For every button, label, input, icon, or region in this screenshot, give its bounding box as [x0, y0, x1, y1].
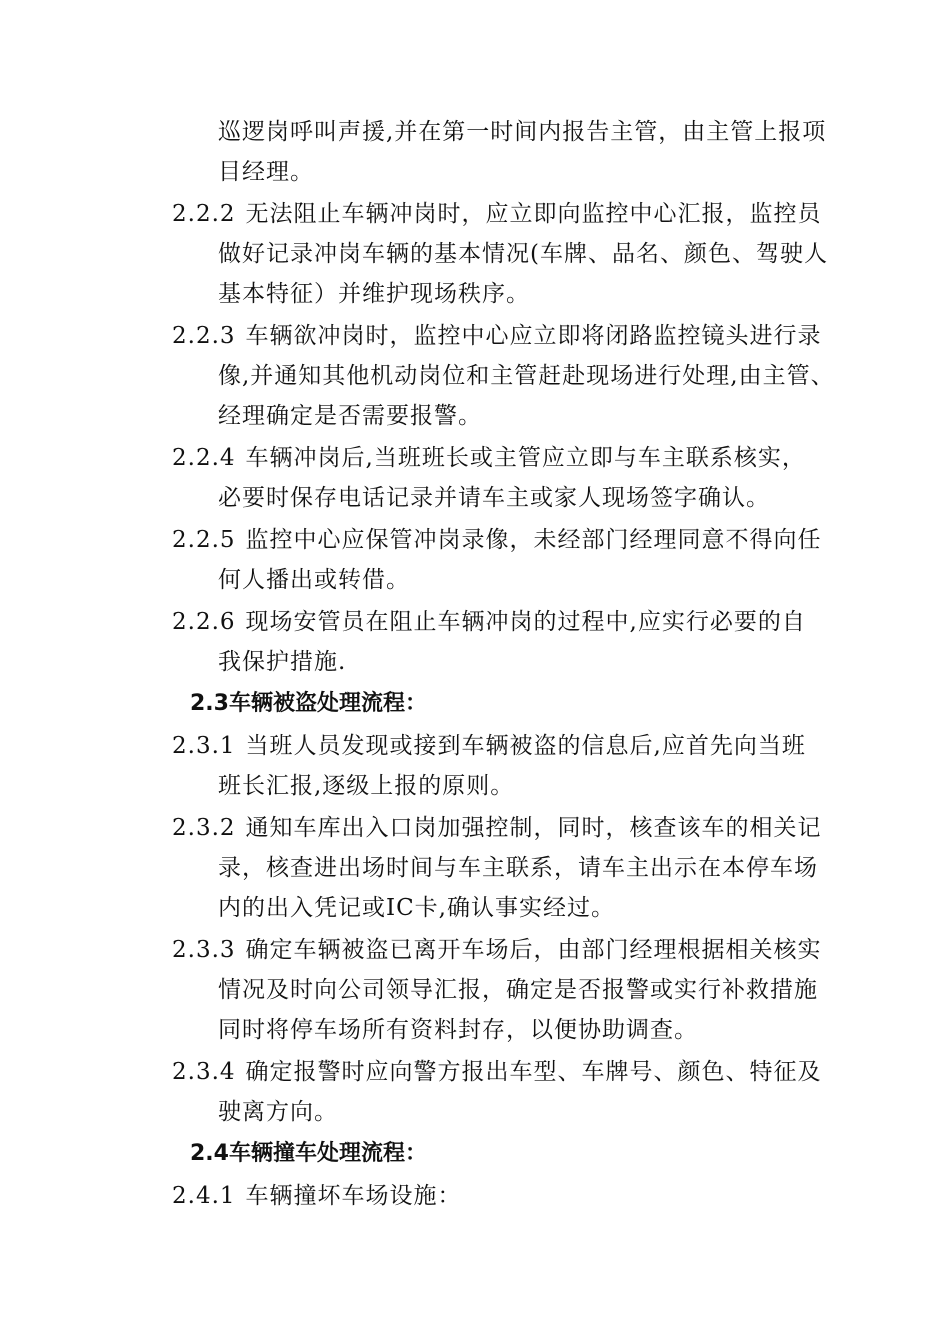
section-heading-2-4: 2.4车辆撞车处理流程： [190, 1141, 427, 1166]
paragraph-line: 经理确定是否需要报警。 [218, 403, 482, 429]
paragraph-line: 基本特征）并维护现场秩序。 [218, 281, 530, 307]
item-text: 现场安管员在阻止车辆冲岗的过程中,应实行必要的自 [245, 609, 806, 635]
item-number: 2.3.2 [172, 815, 236, 841]
item-number: 2.3.3 [172, 937, 236, 963]
paragraph-line: 必要时保存电话记录并请车主或家人现场签字确认。 [218, 485, 770, 511]
list-item-2-2-6 [172, 607, 806, 637]
list-item-2-3-3 [172, 935, 822, 965]
paragraph-line: 做好记录冲岗车辆的基本情况(车牌、品名、颜色、驾驶人 [218, 241, 828, 267]
item-text: 当班人员发现或接到车辆被盗的信息后,应首先向当班 [245, 733, 806, 759]
item-number: 2.2.4 [172, 445, 236, 471]
item-text: 车辆欲冲岗时，监控中心应立即将闭路监控镜头进行录 [245, 323, 822, 349]
list-item-2-3-4 [172, 1057, 822, 1087]
paragraph-line: 班长汇报,逐级上报的原则。 [218, 773, 515, 799]
item-text: 确定车辆被盗已离开车场后，由部门经理根据相关核实 [245, 937, 822, 963]
item-number: 2.2.2 [172, 201, 236, 227]
item-text: 确定报警时应向警方报出车型、车牌号、颜色、特征及 [245, 1059, 822, 1085]
item-text: 车辆撞坏车场设施： [245, 1183, 462, 1209]
item-text: 通知车库出入口岗加强控制，同时，核查该车的相关记 [245, 815, 822, 841]
list-item-2-3-2 [172, 813, 822, 843]
section-heading-2-3: 2.3车辆被盗处理流程： [190, 691, 427, 716]
item-number: 2.4.1 [172, 1183, 236, 1209]
item-number: 2.3.4 [172, 1059, 236, 1085]
list-item-2-2-4 [172, 443, 806, 473]
item-text: 无法阻止车辆冲岗时，应立即向监控中心汇报，监控员 [245, 201, 822, 227]
paragraph-line: 目经理。 [218, 159, 314, 185]
item-number: 2.2.3 [172, 323, 236, 349]
paragraph-line: 巡逻岗呼叫声援,并在第一时间内报告主管，由主管上报项 [218, 119, 827, 145]
paragraph-line: 像,并通知其他机动岗位和主管赶赴现场进行处理,由主管、 [218, 363, 835, 389]
paragraph-line: 内的出入凭记或IC卡,确认事实经过。 [218, 895, 615, 921]
paragraph-line: 何人播出或转借。 [218, 567, 410, 593]
item-text: 车辆冲岗后,当班班长或主管应立即与车主联系核实， [245, 445, 806, 471]
item-number: 2.3.1 [172, 733, 236, 759]
list-item-2-2-2 [172, 199, 822, 229]
paragraph-line: 我保护措施. [218, 649, 347, 675]
list-item-2-2-3 [172, 321, 822, 351]
item-number: 2.2.5 [172, 527, 236, 553]
list-item-2-2-5 [172, 525, 822, 555]
list-item-2-3-1 [172, 731, 806, 761]
item-number: 2.2.6 [172, 609, 236, 635]
item-text: 监控中心应保管冲岗录像，未经部门经理同意不得向任 [245, 527, 822, 553]
paragraph-line: 驶离方向。 [218, 1099, 338, 1125]
paragraph-line: 录，核查进出场时间与车主联系，请车主出示在本停车场 [218, 855, 818, 881]
paragraph-line: 同时将停车场所有资料封存，以便协助调查。 [218, 1017, 698, 1043]
paragraph-line: 情况及时向公司领导汇报，确定是否报警或实行补救措施 [218, 977, 818, 1003]
list-item-2-4-1 [172, 1181, 462, 1211]
